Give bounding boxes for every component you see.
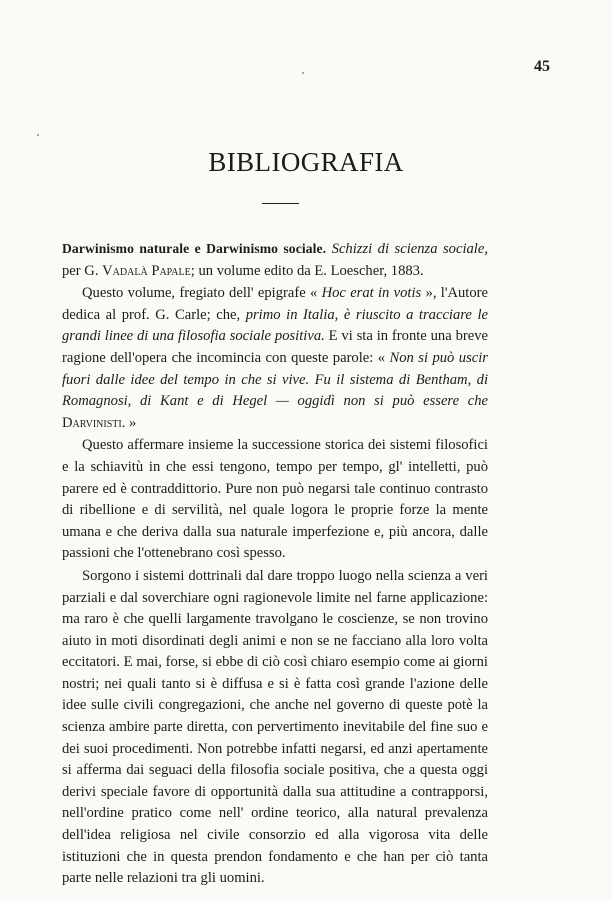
bibliography-entry (62, 238, 488, 282)
p1-text-b: », l'Autore dedica al prof. G. Carle; che, (62, 285, 488, 323)
paragraph-2: Questo affermare insieme la successione storica dei sistemi filosofici e la schiavitù in che essi tengono, tempo per tempo, gl' intelletti, può parere ed è contraddittorio. Pure non può negarsi tale continuo contrasto di ribellione e di servilità, nel quale logora le proprie forze la mente umana e che deriva dalla sua naturale imperfezione e, più ancora, dalle passioni che l'ottenebrano così spesso. (62, 437, 488, 562)
paper-speck (37, 134, 39, 136)
entry-by: per G. (62, 262, 99, 279)
entry-heading: Darwinismo naturale e Darwinismo sociale. (62, 241, 327, 256)
p1-text-e: . » (121, 414, 137, 431)
p1-quote-1: primo in Italia, è riuscito a tracciare le grandi linee di una filosofia sociale positiva. (62, 306, 488, 345)
page-number: 45 (534, 58, 550, 75)
entry-author: Vadalà Papale (102, 262, 191, 279)
paragraph-3: Sorgono i sistemi dottrinali dal dare troppo luogo nella scienza a veri parziali e dal soverchiare ogni ragionevole limite nel farne applicazione: ma raro è che quelli largamente travolgano le coscienze, se non trovino aiuto in moti disordinati degli animi e non se ne facciano alla loro volta eccitatori. E mai, forse, si ebbe di ciò così chiaro esempio come ai giorni nostri; nei quali tanto si è diffusa e si è fatta così grande l'azione delle idee sulle civili congregazioni, che anche nel governo di queste potè la scienza ambire parte diretta, con pervertimento inevitabile del fine suo e dei suoi procedimenti. Non potrebbe infatti negarsi, ed anzi apertamente si afferma dai seguaci della filosofia sociale positiva, che a questa oggi derivi speciale favore di opportunità dalla sua attitudine a contrapporsi, nell'ordine pratico come nell' ordine teorico, alla natural prevalenza dell'idea religiosa nel civile consorzio ed alla vigorosa vita delle istituzioni che in questa prendon fondamento e che han per ciò tanta parte nelle relazioni tra gli uomini. (62, 567, 488, 887)
title-divider (262, 203, 299, 204)
p1-text-a: Questo volume, fregiato dell' epigrafe « (82, 285, 322, 302)
p1-quote-2: Non si può uscir fuori dalle idee del tempo in che si vive. Fu il sistema di Bentham, di Romagnosi, di Kant e di Hegel — oggidì non si può essere che (62, 349, 488, 410)
entry-subtitle: Schizzi di scienza sociale, (331, 241, 488, 257)
p1-darwinisti: Darvinisti (62, 414, 122, 431)
body-text (62, 238, 488, 891)
p1-epigraph: Hoc erat in votis (321, 285, 422, 302)
paper-speck (302, 72, 304, 74)
page-title: BIBLIOGRAFIA (208, 147, 404, 177)
paragraph-1 (62, 283, 488, 434)
entry-publisher: ; un volume edito da E. Loescher, 1883. (190, 262, 424, 279)
p1-text-c: E vi sta in fronte una breve ragione dell'opera che incomincia con queste parole: « (62, 328, 488, 366)
